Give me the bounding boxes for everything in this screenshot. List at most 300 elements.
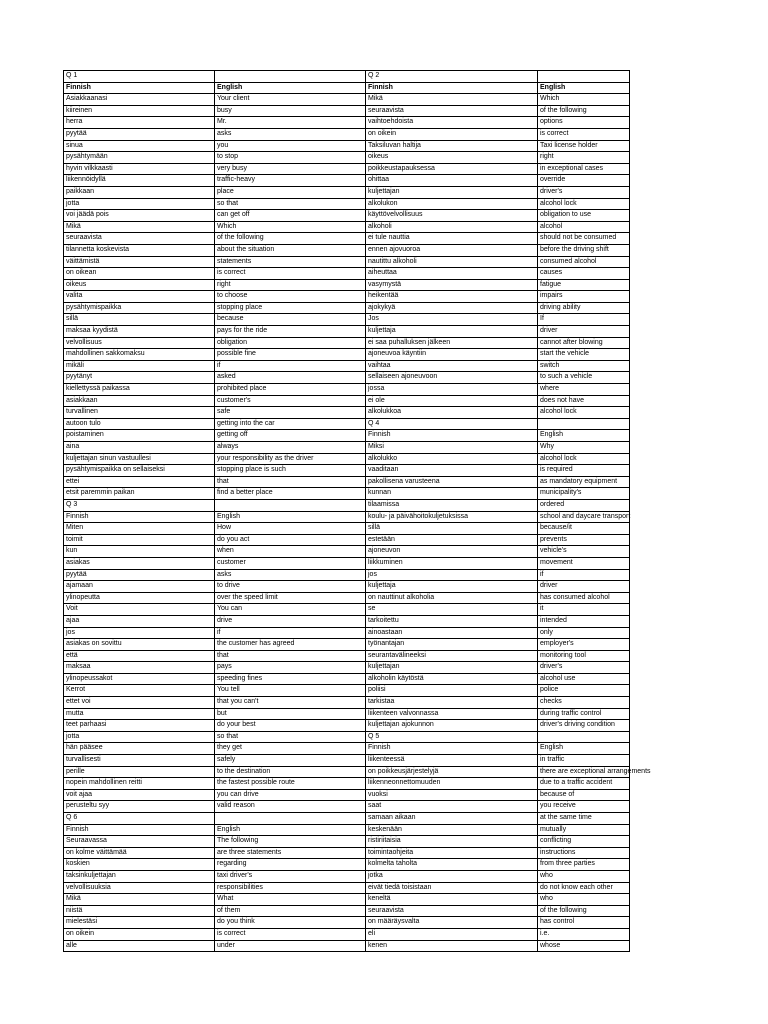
table-cell[interactable] [538,71,630,83]
table-cell[interactable]: Taksiluvan haltija [366,140,538,152]
table-cell[interactable]: ettei [64,476,215,488]
table-cell[interactable]: Seuraavassa [64,836,215,848]
table-cell[interactable]: Miten [64,523,215,535]
table-cell[interactable]: because [215,314,366,326]
table-cell[interactable]: start the vehicle [538,349,630,361]
table-cell[interactable]: alkolukkoa [366,407,538,419]
table-cell[interactable]: you can drive [215,789,366,801]
table-cell[interactable]: vasymystä [366,279,538,291]
table-cell[interactable]: seurantavälineeksi [366,650,538,662]
table-cell[interactable]: of the following [538,105,630,117]
table-cell[interactable]: valita [64,291,215,303]
table-cell[interactable]: liikenneonnettomuuden [366,778,538,790]
table-cell[interactable]: find a better place [215,488,366,500]
table-cell[interactable]: liikenteen valvonnassa [366,708,538,720]
table-cell[interactable]: pyytää [64,128,215,140]
table-cell[interactable]: if [215,360,366,372]
table-cell[interactable]: Miksi [366,442,538,454]
table-cell[interactable]: conflicting [538,836,630,848]
table-cell[interactable]: alcohol lock [538,407,630,419]
table-cell[interactable]: prohibited place [215,384,366,396]
table-cell[interactable]: perusteltu syy [64,801,215,813]
table-cell[interactable]: only [538,627,630,639]
table-cell[interactable]: kunnan [366,488,538,500]
table-cell[interactable]: ajoneuvon [366,546,538,558]
table-cell[interactable]: perille [64,766,215,778]
table-cell[interactable]: ei ole [366,395,538,407]
table-cell[interactable]: Q 4 [366,418,538,430]
table-cell[interactable]: kuljettaja [366,581,538,593]
table-cell[interactable]: paikkaan [64,186,215,198]
table-cell[interactable]: liikkuminen [366,557,538,569]
table-cell[interactable]: mikäli [64,360,215,372]
table-cell[interactable]: teet parhaasi [64,720,215,732]
table-cell[interactable]: tarkistaa [366,697,538,709]
table-cell[interactable]: Mikä [64,894,215,906]
table-cell[interactable]: hän pääsee [64,743,215,755]
table-cell[interactable]: English [538,82,630,94]
table-cell[interactable]: alkolukko [366,453,538,465]
table-cell[interactable]: asks [215,569,366,581]
table-cell[interactable]: keneltä [366,894,538,906]
table-cell[interactable]: valid reason [215,801,366,813]
table-cell[interactable]: you [215,140,366,152]
table-cell[interactable]: kiireinen [64,105,215,117]
table-cell[interactable]: English [215,511,366,523]
table-cell[interactable]: liikenteessä [366,755,538,767]
table-cell[interactable] [215,71,366,83]
table-cell[interactable]: velvollisuus [64,337,215,349]
table-cell[interactable]: obligation [215,337,366,349]
table-cell[interactable]: mutually [538,824,630,836]
table-cell[interactable]: poliisi [366,685,538,697]
table-cell[interactable]: getting off [215,430,366,442]
table-cell[interactable]: on poikkeusjärjestelyjä [366,766,538,778]
table-cell[interactable]: English [215,824,366,836]
table-cell[interactable]: to the destination [215,766,366,778]
table-cell[interactable]: responsibilities [215,882,366,894]
table-cell[interactable]: vehicle's [538,546,630,558]
table-cell[interactable]: voi jäädä pois [64,210,215,222]
table-cell[interactable]: vuoksi [366,789,538,801]
table-cell[interactable]: pyytää [64,569,215,581]
table-cell[interactable]: hyvin vilkkaasti [64,163,215,175]
table-cell[interactable]: jotta [64,731,215,743]
table-cell[interactable]: in traffic [538,755,630,767]
table-cell[interactable]: very busy [215,163,366,175]
table-cell[interactable]: is correct [538,128,630,140]
table-cell[interactable]: busy [215,105,366,117]
table-cell[interactable]: where [538,384,630,396]
table-cell[interactable]: How [215,523,366,535]
table-cell[interactable]: sillä [64,314,215,326]
table-cell[interactable]: if [538,569,630,581]
table-cell[interactable]: maksaa kyydistä [64,326,215,338]
table-cell[interactable]: Which [538,94,630,106]
table-cell[interactable]: driver's driving condition [538,720,630,732]
table-cell[interactable]: English [538,430,630,442]
table-cell[interactable]: vaihtaa [366,360,538,372]
table-cell[interactable]: driver [538,326,630,338]
table-cell[interactable]: You can [215,604,366,616]
table-cell[interactable]: Finnish [366,743,538,755]
table-cell[interactable]: during traffic control [538,708,630,720]
table-cell[interactable]: työnantajan [366,639,538,651]
table-cell[interactable]: tilaamissa [366,499,538,511]
table-cell[interactable]: checks [538,697,630,709]
table-cell[interactable]: oikeus [366,152,538,164]
table-cell[interactable]: driver's [538,186,630,198]
table-cell[interactable]: The following [215,836,366,848]
table-cell[interactable]: samaan aikaan [366,813,538,825]
table-cell[interactable]: kolmelta taholta [366,859,538,871]
table-cell[interactable]: pysähtymispaikka on sellaiseksi [64,465,215,477]
table-cell[interactable]: over the speed limit [215,592,366,604]
table-cell[interactable]: ylinopeutta [64,592,215,604]
table-cell[interactable]: alkoholin käytöstä [366,673,538,685]
table-cell[interactable]: on oikean [64,268,215,280]
table-cell[interactable]: that you can't [215,697,366,709]
table-cell[interactable]: of the following [215,233,366,245]
table-cell[interactable]: you receive [538,801,630,813]
table-cell[interactable]: seuraavista [64,233,215,245]
table-cell[interactable]: taksinkuljettajan [64,870,215,882]
table-cell[interactable]: fatigue [538,279,630,291]
table-cell[interactable] [538,418,630,430]
table-cell[interactable]: safely [215,755,366,767]
table-cell[interactable]: right [215,279,366,291]
table-cell[interactable]: if [215,627,366,639]
table-cell[interactable]: If [538,314,630,326]
table-cell[interactable]: do you think [215,917,366,929]
table-cell[interactable]: prevents [538,534,630,546]
table-cell[interactable] [538,731,630,743]
table-cell[interactable]: alkoholi [366,221,538,233]
table-cell[interactable]: ohittaa [366,175,538,187]
table-cell[interactable]: on oikein [366,128,538,140]
table-cell[interactable]: etsit paremmin paikan [64,488,215,500]
table-cell[interactable]: pays [215,662,366,674]
table-cell[interactable]: can get off [215,210,366,222]
table-cell[interactable]: is correct [215,268,366,280]
table-cell[interactable]: consumed alcohol [538,256,630,268]
table-cell[interactable]: causes [538,268,630,280]
table-cell[interactable]: tilannetta koskevista [64,244,215,256]
table-cell[interactable]: aina [64,442,215,454]
table-cell[interactable]: do you act [215,534,366,546]
table-cell[interactable]: jos [366,569,538,581]
table-cell[interactable]: on nauttinut alkoholia [366,592,538,604]
table-cell[interactable]: ettet voi [64,697,215,709]
table-cell[interactable]: because of [538,789,630,801]
table-cell[interactable]: police [538,685,630,697]
table-cell[interactable]: of them [215,905,366,917]
table-cell[interactable]: Finnish [64,511,215,523]
table-cell[interactable]: alkolukon [366,198,538,210]
table-cell[interactable]: toimintaohjeita [366,847,538,859]
table-cell[interactable]: ennen ajovuoroa [366,244,538,256]
table-cell[interactable]: Which [215,221,366,233]
table-cell[interactable]: eli [366,928,538,940]
table-cell[interactable]: autoon tulo [64,418,215,430]
table-cell[interactable]: is correct [215,928,366,940]
table-cell[interactable]: i.e. [538,928,630,940]
table-cell[interactable]: pakollisena varusteena [366,476,538,488]
table-cell[interactable]: Taxi license holder [538,140,630,152]
table-cell[interactable]: ei tule nauttia [366,233,538,245]
table-cell[interactable]: is required [538,465,630,477]
table-cell[interactable]: asked [215,372,366,384]
table-cell[interactable]: pays for the ride [215,326,366,338]
table-cell[interactable]: nautittu alkoholi [366,256,538,268]
table-cell[interactable]: maksaa [64,662,215,674]
table-cell[interactable]: Q 1 [64,71,215,83]
table-cell[interactable]: poikkeustapauksessa [366,163,538,175]
table-cell[interactable]: on määräysvalta [366,917,538,929]
table-cell[interactable]: väittämistä [64,256,215,268]
table-cell[interactable]: Finnish [64,82,215,94]
table-cell[interactable]: traffic-heavy [215,175,366,187]
table-cell[interactable]: of the following [538,905,630,917]
table-cell[interactable]: mielestäsi [64,917,215,929]
table-cell[interactable]: sillä [366,523,538,535]
table-cell[interactable]: municipality's [538,488,630,500]
table-cell[interactable]: to drive [215,581,366,593]
table-cell[interactable]: kuljettaja [366,326,538,338]
table-cell[interactable]: Q 2 [366,71,538,83]
table-cell[interactable]: monitoring tool [538,650,630,662]
table-cell[interactable]: pysähtymään [64,152,215,164]
table-cell[interactable]: when [215,546,366,558]
table-cell[interactable]: asks [215,128,366,140]
table-cell[interactable]: should not be consumed [538,233,630,245]
table-cell[interactable]: options [538,117,630,129]
table-cell[interactable]: Finnish [366,430,538,442]
table-cell[interactable]: possible fine [215,349,366,361]
table-cell[interactable]: käyttövelvollisuus [366,210,538,222]
table-cell[interactable]: before the driving shift [538,244,630,256]
table-cell[interactable]: sinua [64,140,215,152]
table-cell[interactable]: that [215,650,366,662]
table-cell[interactable]: ordered [538,499,630,511]
table-cell[interactable]: ainoastaan [366,627,538,639]
table-cell[interactable]: koulu- ja päivähoitokuljetuksissa [366,511,538,523]
table-cell[interactable]: nopein mahdollinen reitti [64,778,215,790]
table-cell[interactable]: Your client [215,94,366,106]
table-cell[interactable] [215,499,366,511]
table-cell[interactable]: Voit [64,604,215,616]
table-cell[interactable]: about the situation [215,244,366,256]
table-cell[interactable]: jos [64,627,215,639]
table-cell[interactable]: movement [538,557,630,569]
table-cell[interactable]: so that [215,731,366,743]
table-cell[interactable]: school and daycare transport [538,511,630,523]
table-cell[interactable]: You tell [215,685,366,697]
table-cell[interactable]: to stop [215,152,366,164]
table-cell[interactable]: employer's [538,639,630,651]
table-cell[interactable]: oikeus [64,279,215,291]
table-cell[interactable]: has control [538,917,630,929]
table-cell[interactable]: intended [538,615,630,627]
table-cell[interactable]: turvallinen [64,407,215,419]
table-cell[interactable]: do not know each other [538,882,630,894]
table-cell[interactable]: who [538,870,630,882]
table-cell[interactable]: se [366,604,538,616]
table-cell[interactable]: taxi driver's [215,870,366,882]
table-cell[interactable]: What [215,894,366,906]
table-cell[interactable]: cannot after blowing [538,337,630,349]
table-cell[interactable]: stopping place is such [215,465,366,477]
table-cell[interactable]: Kerrot [64,685,215,697]
table-cell[interactable]: koskien [64,859,215,871]
table-cell[interactable]: niistä [64,905,215,917]
table-cell[interactable]: obligation to use [538,210,630,222]
table-cell[interactable]: override [538,175,630,187]
table-cell[interactable]: so that [215,198,366,210]
table-cell[interactable] [215,813,366,825]
table-cell[interactable]: does not have [538,395,630,407]
table-cell[interactable]: stopping place [215,302,366,314]
table-cell[interactable]: tarkoitettu [366,615,538,627]
table-cell[interactable]: voit ajaa [64,789,215,801]
table-cell[interactable]: estetään [366,534,538,546]
table-cell[interactable]: they get [215,743,366,755]
table-cell[interactable]: ylinopeussakot [64,673,215,685]
table-cell[interactable]: kuljettajan [366,662,538,674]
table-cell[interactable]: there are exceptional arrangements [538,766,630,778]
table-cell[interactable]: Asiakkaanasi [64,94,215,106]
table-cell[interactable]: to choose [215,291,366,303]
table-cell[interactable]: herra [64,117,215,129]
table-cell[interactable]: mahdollinen sakkomaksu [64,349,215,361]
table-cell[interactable]: että [64,650,215,662]
table-cell[interactable]: turvallisesti [64,755,215,767]
table-cell[interactable]: jotta [64,198,215,210]
table-cell[interactable]: Jos [366,314,538,326]
table-cell[interactable]: Q 5 [366,731,538,743]
table-cell[interactable]: your responsibility as the driver [215,453,366,465]
table-cell[interactable]: kenen [366,940,538,952]
table-cell[interactable]: right [538,152,630,164]
table-cell[interactable]: ajokykyä [366,302,538,314]
table-cell[interactable]: getting into the car [215,418,366,430]
table-cell[interactable]: to such a vehicle [538,372,630,384]
table-cell[interactable]: because/it [538,523,630,535]
table-cell[interactable]: from three parties [538,859,630,871]
table-cell[interactable]: on oikein [64,928,215,940]
table-cell[interactable]: switch [538,360,630,372]
table-cell[interactable]: alcohol [538,221,630,233]
table-cell[interactable]: ajaa [64,615,215,627]
table-cell[interactable]: vaihtoehdoista [366,117,538,129]
table-cell[interactable]: pyytänyt [64,372,215,384]
table-cell[interactable]: kuljettajan sinun vastuullesi [64,453,215,465]
table-cell[interactable]: asiakkaan [64,395,215,407]
table-cell[interactable]: speeding fines [215,673,366,685]
table-cell[interactable]: sellaiseen ajoneuvoon [366,372,538,384]
table-cell[interactable]: do your best [215,720,366,732]
table-cell[interactable]: aiheuttaa [366,268,538,280]
table-cell[interactable]: customer [215,557,366,569]
table-cell[interactable]: statements [215,256,366,268]
table-cell[interactable]: customer's [215,395,366,407]
table-cell[interactable]: due to a traffic accident [538,778,630,790]
table-cell[interactable]: ristiriitaisia [366,836,538,848]
table-cell[interactable]: seuraavista [366,105,538,117]
table-cell[interactable]: alcohol lock [538,198,630,210]
table-cell[interactable]: Why [538,442,630,454]
table-cell[interactable]: Finnish [64,824,215,836]
table-cell[interactable]: are three statements [215,847,366,859]
table-cell[interactable]: toimit [64,534,215,546]
table-cell[interactable]: regarding [215,859,366,871]
table-cell[interactable]: whose [538,940,630,952]
table-cell[interactable]: under [215,940,366,952]
table-cell[interactable]: driver [538,581,630,593]
table-cell[interactable]: ajamaan [64,581,215,593]
table-cell[interactable]: asiakas [64,557,215,569]
table-cell[interactable]: Q 3 [64,499,215,511]
table-cell[interactable]: pysähtymispaikka [64,302,215,314]
table-cell[interactable]: Finnish [366,82,538,94]
table-cell[interactable]: ei saa puhalluksen jälkeen [366,337,538,349]
table-cell[interactable]: driving ability [538,302,630,314]
table-cell[interactable]: place [215,186,366,198]
table-cell[interactable]: on kolme väittämää [64,847,215,859]
table-cell[interactable]: English [215,82,366,94]
table-cell[interactable]: velvollisuuksia [64,882,215,894]
table-cell[interactable]: as mandatory equipment [538,476,630,488]
table-cell[interactable]: alcohol use [538,673,630,685]
table-cell[interactable]: safe [215,407,366,419]
table-cell[interactable]: the fastest possible route [215,778,366,790]
table-cell[interactable]: kuljettajan ajokunnon [366,720,538,732]
table-cell[interactable]: Mikä [64,221,215,233]
table-cell[interactable]: asiakas on sovittu [64,639,215,651]
table-cell[interactable]: kuljettajan [366,186,538,198]
table-cell[interactable]: Q 6 [64,813,215,825]
table-cell[interactable]: jotka [366,870,538,882]
table-cell[interactable]: but [215,708,366,720]
table-cell[interactable]: saat [366,801,538,813]
table-cell[interactable]: mutta [64,708,215,720]
table-cell[interactable]: drive [215,615,366,627]
table-cell[interactable]: heikentää [366,291,538,303]
table-cell[interactable]: kiellettyssä paikassa [64,384,215,396]
table-cell[interactable]: has consumed alcohol [538,592,630,604]
table-cell[interactable]: eivät tiedä toisistaan [366,882,538,894]
table-cell[interactable]: Mr. [215,117,366,129]
table-cell[interactable]: it [538,604,630,616]
table-cell[interactable]: keskenään [366,824,538,836]
table-cell[interactable]: seuraavista [366,905,538,917]
table-cell[interactable]: at the same time [538,813,630,825]
table-cell[interactable]: always [215,442,366,454]
table-cell[interactable]: liikennöidyllä [64,175,215,187]
table-cell[interactable]: who [538,894,630,906]
table-cell[interactable]: jossa [366,384,538,396]
table-cell[interactable]: the customer has agreed [215,639,366,651]
table-cell[interactable]: in exceptional cases [538,163,630,175]
table-cell[interactable]: vaaditaan [366,465,538,477]
table-cell[interactable]: English [538,743,630,755]
table-cell[interactable]: ajoneuvoa käyntiin [366,349,538,361]
table-cell[interactable]: Mikä [366,94,538,106]
table-cell[interactable]: kun [64,546,215,558]
table-cell[interactable]: alle [64,940,215,952]
table-cell[interactable]: impairs [538,291,630,303]
table-cell[interactable]: instructions [538,847,630,859]
